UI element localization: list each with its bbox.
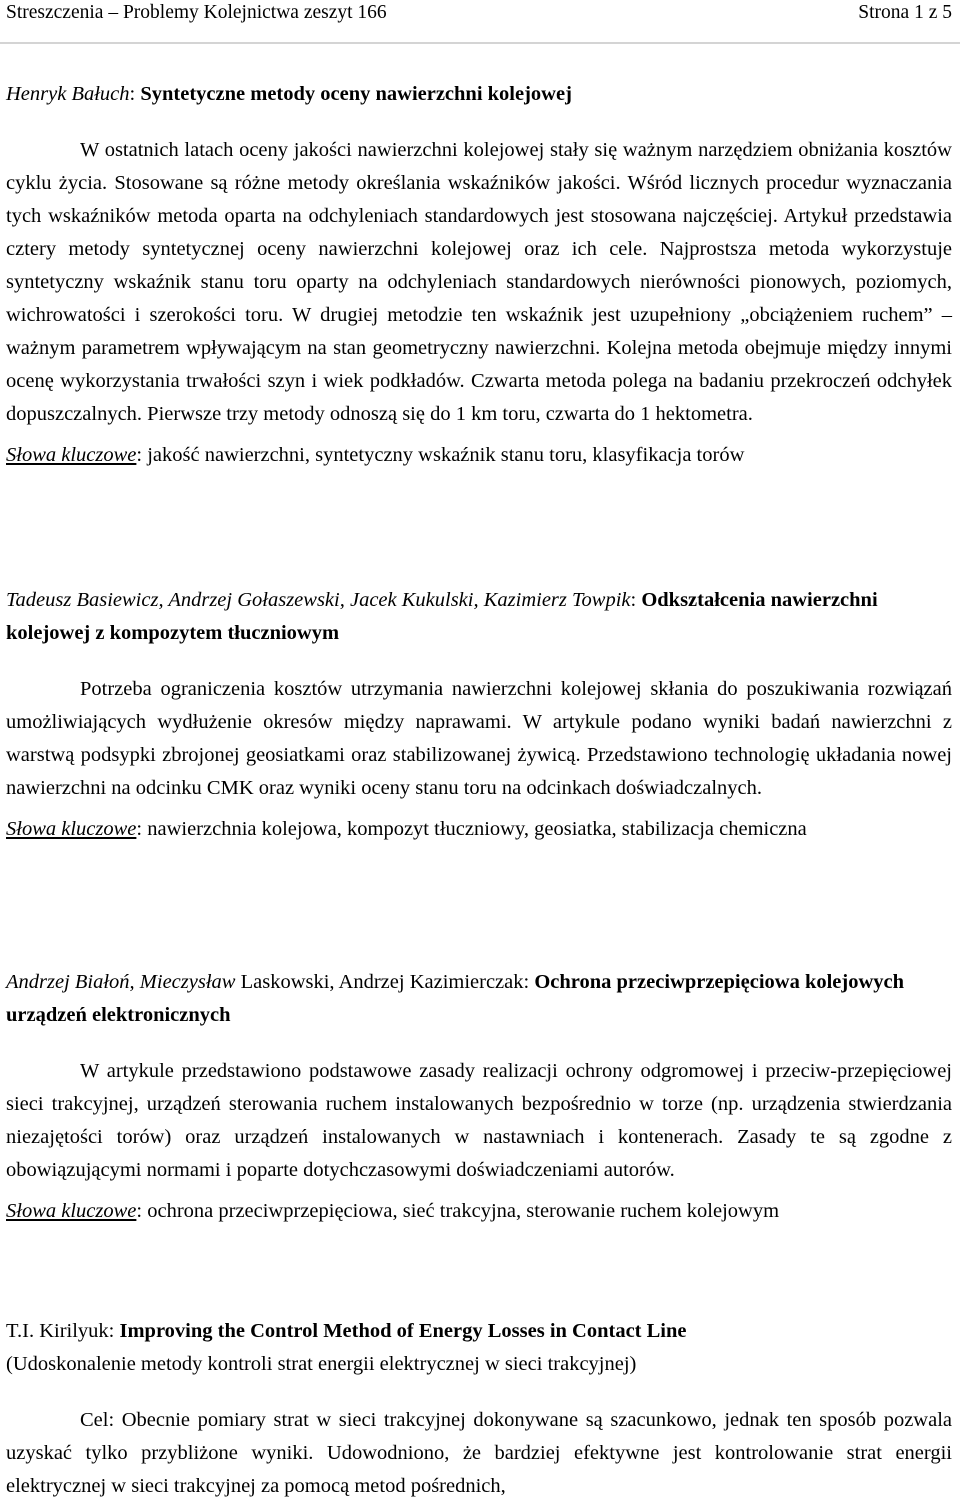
entry-abstract: Cel: Obecnie pomiary strat w sieci trakcyjnej dokonywane są szacunkowo, jednak ten sposób pozwala uzyskać tylko przybliżone wyniki. Udowodniono, że bardziej efektywne jest kontrolowanie strat energii elektrycznej w sieci trakcyjnej za pomocą metod pośrednich, [6, 1409, 952, 1497]
entry-heading: Henryk Bałuch: Syntetyczne metody oceny nawierzchni kolejowej [6, 83, 572, 105]
entry-heading: T.I. Kirilyuk: Improving the Control Method of Energy Losses in Contact Line [6, 1320, 687, 1342]
abstract-entry [6, 966, 952, 1228]
entry-title: Improving the Control Method of Energy Losses in Contact Line [119, 1320, 687, 1342]
page-number: Strona 1 z 5 [858, 2, 952, 23]
entry-keywords: Słowa kluczowe: jakość nawierzchni, syntetyczny wskaźnik stanu toru, klasyfikacja torów [6, 444, 745, 466]
entry-title: Syntetyczne metody oceny nawierzchni kolejowej [140, 83, 572, 105]
entry-authors: Tadeusz Basiewicz, Andrzej Gołaszewski, Jacek Kukulski, Kazimierz Towpik [6, 589, 631, 611]
entry-heading: Tadeusz Basiewicz, Andrzej Gołaszewski, Jacek Kukulski, Kazimierz Towpik: Odkształcenia nawierzchni kolejowej z kompozytem tłuczniowym [6, 589, 878, 644]
keywords-text: ochrona przeciwprzepięciowa, sieć trakcyjna, sterowanie ruchem kolejowym [147, 1200, 780, 1222]
entry-keywords: Słowa kluczowe: ochrona przeciwprzepięciowa, sieć trakcyjna, sterowanie ruchem kolejowym [6, 1200, 780, 1222]
page-header [0, 0, 960, 34]
entry-authors: Henryk Bałuch [6, 83, 130, 105]
entry-authors-plain: Laskowski, Andrzej Kazimierczak [240, 971, 524, 993]
entry-abstract: W ostatnich latach oceny jakości nawierzchni kolejowej stały się ważnym narzędziem obniżania kosztów cyklu życia. Stosowane są różne metody określania wskaźników jakości. Wśród licznych procedur wyznaczania tych wskaźników metoda oparta na odchyleniach standardowych jest stosowana najczęściej. Artykuł przedstawia cztery metody syntetycznej oceny nawierzchni kolejowej oraz ich cele. Najprostsza metoda wykorzystuje syntetyczny wskaźnik stanu toru oparty na odchyleniach standardowych nierówności pionowych, poziomych, wichrowatości i szerokości toru. W drugiej metodzie ten wskaźnik jest uzupełniony „obciążeniem ruchem” – ważnym parametrem wpływającym na stan geometryczny nawierzchni. Kolejna metoda obejmuje między innymi ocenę wykorzystania trwałości szyn i wiek podkładów. Czwarta metoda polega na badaniu przekroczeń odchyłek dopuszczalnych. Pierwsze trzy metody odnoszą się do 1 km toru, czwarta do 1 hektometra. [6, 139, 952, 425]
entry-abstract: W artykule przedstawiono podstawowe zasady realizacji ochrony odgromowej i przeciw-przepięciowej sieci trakcyjnej, urządzeń sterowania ruchem instalowanych bezpośrednio w torze (np. urządzenia stwierdzania niezajętości torów) oraz urządzeń instalowanych w nastawniach i kontenerach. Zasady te są zgodne z obowiązującymi normami i poparte dotychczasowymi doświadczeniami autorów. [6, 1060, 952, 1181]
entry-authors-italic: Andrzej Białoń, Mieczysław [6, 971, 236, 993]
entry-subtitle: (Udoskonalenie metody kontroli strat energii elektrycznej w sieci trakcyjnej) [6, 1353, 637, 1375]
keywords-text: nawierzchnia kolejowa, kompozyt tłuczniowy, geosiatka, stabilizacja chemiczna [147, 818, 807, 840]
header-divider [0, 42, 960, 44]
entry-heading: Andrzej Białoń, Mieczysław Laskowski, Andrzej Kazimierczak: Ochrona przeciwprzepięciowa kolejowych urządzeń elektronicznych [6, 971, 905, 1026]
entry-keywords: Słowa kluczowe: nawierzchnia kolejowa, kompozyt tłuczniowy, geosiatka, stabilizacja chemiczna [6, 818, 807, 840]
keywords-label: Słowa kluczowe [6, 444, 137, 466]
entry-authors: T.I. Kirilyuk [6, 1320, 109, 1342]
keywords-label: Słowa kluczowe [6, 1200, 137, 1222]
keywords-text: jakość nawierzchni, syntetyczny wskaźnik stanu toru, klasyfikacja torów [147, 444, 745, 466]
abstract-entry [6, 78, 952, 472]
entry-abstract: Potrzeba ograniczenia kosztów utrzymania nawierzchni kolejowej skłania do poszukiwania rozwiązań umożliwiających wydłużenie okresów między naprawami. W artykule podano wyniki badań nawierzchni z warstwą podsypki zbrojonej geosiatkami oraz stabilizowanej żywicą. Przedstawiono technologię układania nowej nawierzchni na odcinku CMK oraz wyniki oceny stanu toru na odcinkach doświadczalnych. [6, 678, 952, 799]
header-title: Streszczenia – Problemy Kolejnictwa zeszyt 166 [6, 2, 387, 23]
keywords-label: Słowa kluczowe [6, 818, 137, 840]
entry-title: Odkształcenia nawierzchni kolejowej z kompozytem tłuczniowym [6, 589, 878, 644]
entry-title: Ochrona przeciwprzepięciowa kolejowych urządzeń elektronicznych [6, 971, 905, 1026]
abstract-entry [6, 1315, 952, 1503]
abstract-entry [6, 584, 952, 846]
